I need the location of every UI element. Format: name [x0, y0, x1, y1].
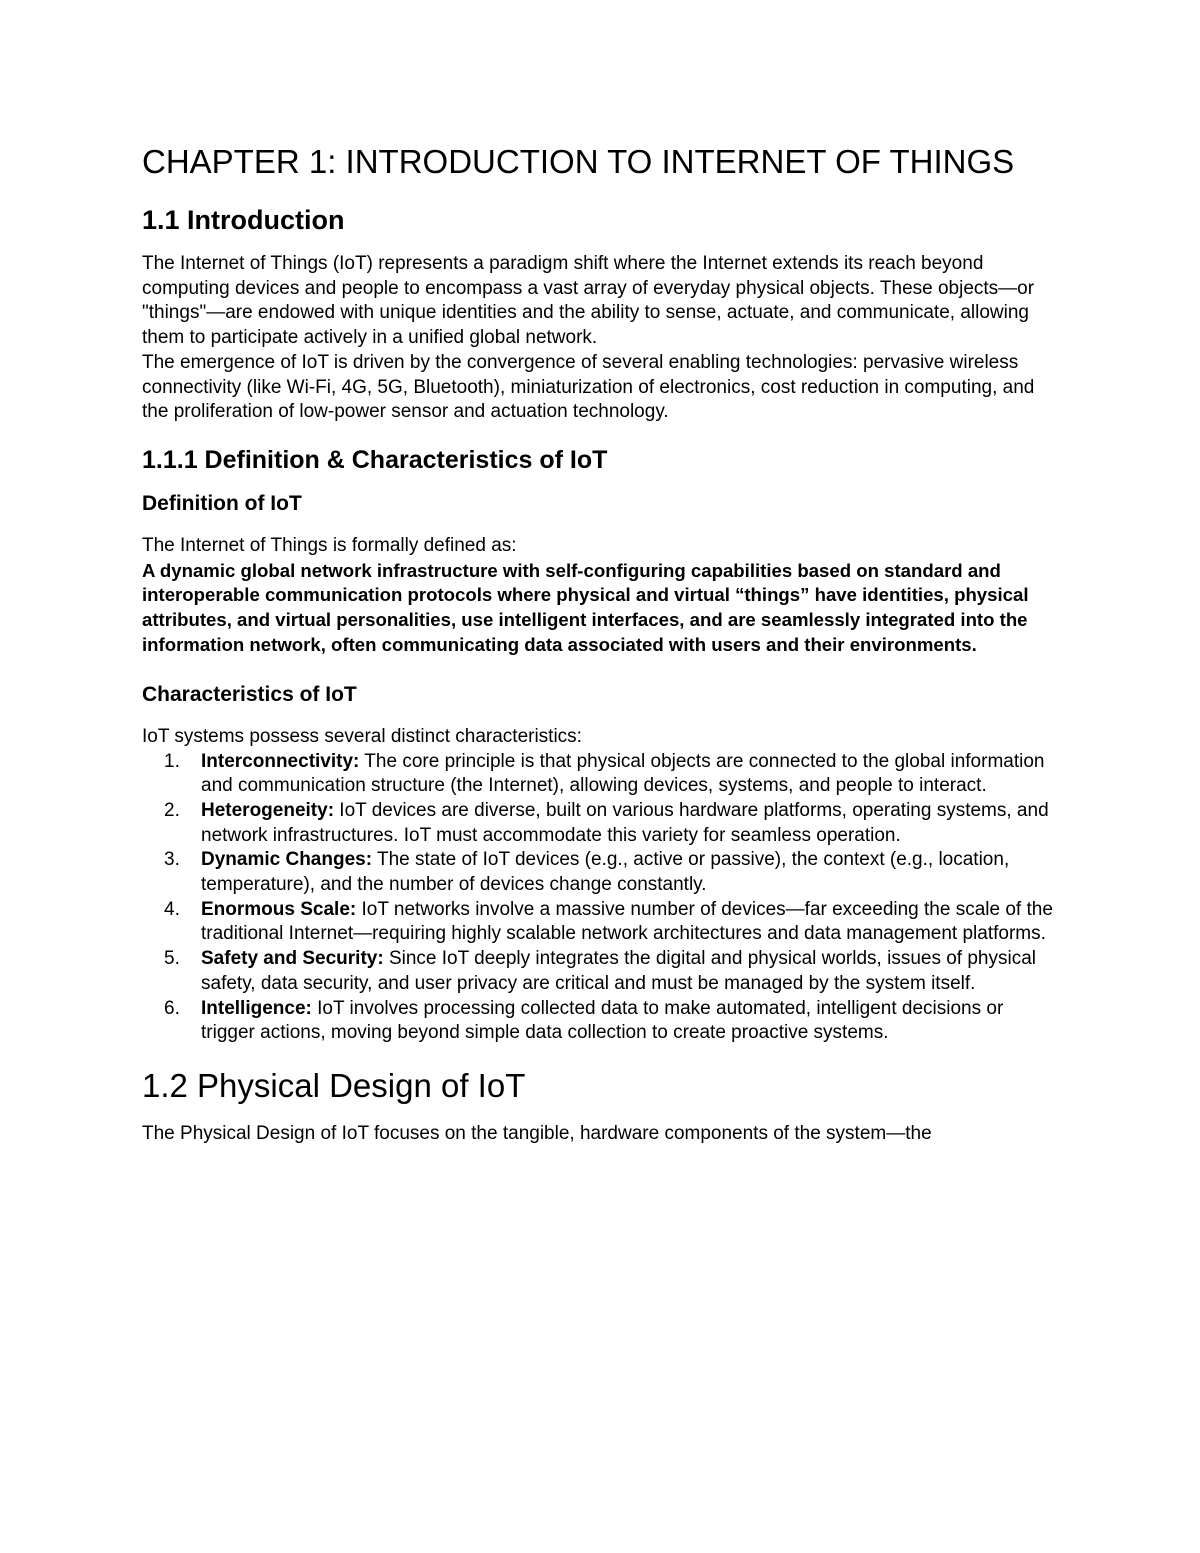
- list-item-number: 6.: [164, 997, 180, 1019]
- list-item-term: Enormous Scale:: [201, 898, 357, 920]
- list-item-term: Heterogeneity:: [201, 799, 335, 821]
- list-item-number: 4.: [164, 898, 180, 920]
- characteristics-heading: Characteristics of IoT: [142, 682, 357, 706]
- list-item-text: IoT devices are diverse, built on various hardware platforms, operating systems, and network infrastructures. IoT must accommodate this variety for seamless operation.: [201, 799, 1049, 846]
- section-heading-1-1-1: 1.1.1 Definition & Characteristics of IoT: [142, 445, 608, 474]
- list-item: [142, 947, 1062, 996]
- list-item-text: The state of IoT devices (e.g., active or passive), the context (e.g., location, temperature), and the number of devices change constantly.: [201, 849, 1010, 896]
- list-item-number: 3.: [164, 849, 180, 871]
- intro-paragraph-2: The emergence of IoT is driven by the convergence of several enabling technologies: pervasive wireless connectivity (like Wi-Fi, 4G, 5G, Bluetooth), miniaturization of electronics, cost reduction in computing, and the proliferation of low-power sensor and actuation technology.: [142, 351, 1035, 423]
- definition-heading: Definition of IoT: [142, 491, 302, 515]
- list-item: [142, 848, 1062, 897]
- physical-design-paragraph: The Physical Design of IoT focuses on the tangible, hardware components of the system—the: [142, 1122, 932, 1144]
- section-heading-1-1: 1.1 Introduction: [142, 205, 345, 235]
- list-item-number: 5.: [164, 948, 180, 970]
- chapter-title: CHAPTER 1: INTRODUCTION TO INTERNET OF THINGS: [142, 143, 1015, 180]
- list-item-text: IoT networks involve a massive number of devices—far exceeding the scale of the traditional Internet—requiring highly scalable network architectures and data management platforms.: [201, 898, 1053, 945]
- characteristics-list: [142, 750, 1062, 1046]
- list-item-text: Since IoT deeply integrates the digital and physical worlds, issues of physical safety, data security, and user privacy are critical and must be managed by the system itself.: [201, 948, 1037, 994]
- list-item: [142, 898, 1062, 947]
- list-item-text: The core principle is that physical objects are connected to the global information and communication structure (the Internet), allowing devices, systems, and people to interact.: [201, 750, 1045, 797]
- list-item-term: Intelligence:: [201, 997, 312, 1019]
- definition-intro: The Internet of Things is formally defined as:: [142, 534, 517, 556]
- document-content: [142, 142, 1062, 1147]
- intro-paragraph-1: The Internet of Things (IoT) represents a paradigm shift where the Internet extends its reach beyond computing devices and people to encompass a vast array of everyday physical objects. These objects—or "things"—are endowed with unique identities and the ability to sense, actuate, and communicate, allowing them to participate actively in a unified global network.: [142, 253, 1035, 349]
- list-item: [142, 997, 1062, 1046]
- list-item-number: 1.: [164, 750, 180, 772]
- list-item-term: Interconnectivity:: [201, 750, 360, 772]
- list-item-term: Dynamic Changes:: [201, 849, 373, 871]
- list-item: [142, 799, 1062, 848]
- characteristics-intro: IoT systems possess several distinct characteristics:: [142, 725, 582, 747]
- list-item-text: IoT involves processing collected data to make automated, intelligent decisions or trigger actions, moving beyond simple data collection to create proactive systems.: [201, 997, 1004, 1044]
- list-item-number: 2.: [164, 799, 180, 821]
- definition-text: A dynamic global network infrastructure with self-configuring capabilities based on standard and interoperable communication protocols where physical and virtual “things” have identities, physical attributes, and virtual personalities, use intelligent interfaces, and are seamlessly integrated into the information network, often communicating data associated with users and their environments.: [142, 559, 1029, 656]
- list-item: [142, 750, 1062, 799]
- section-heading-1-2: 1.2 Physical Design of IoT: [142, 1066, 526, 1104]
- list-item-term: Safety and Security:: [201, 948, 384, 970]
